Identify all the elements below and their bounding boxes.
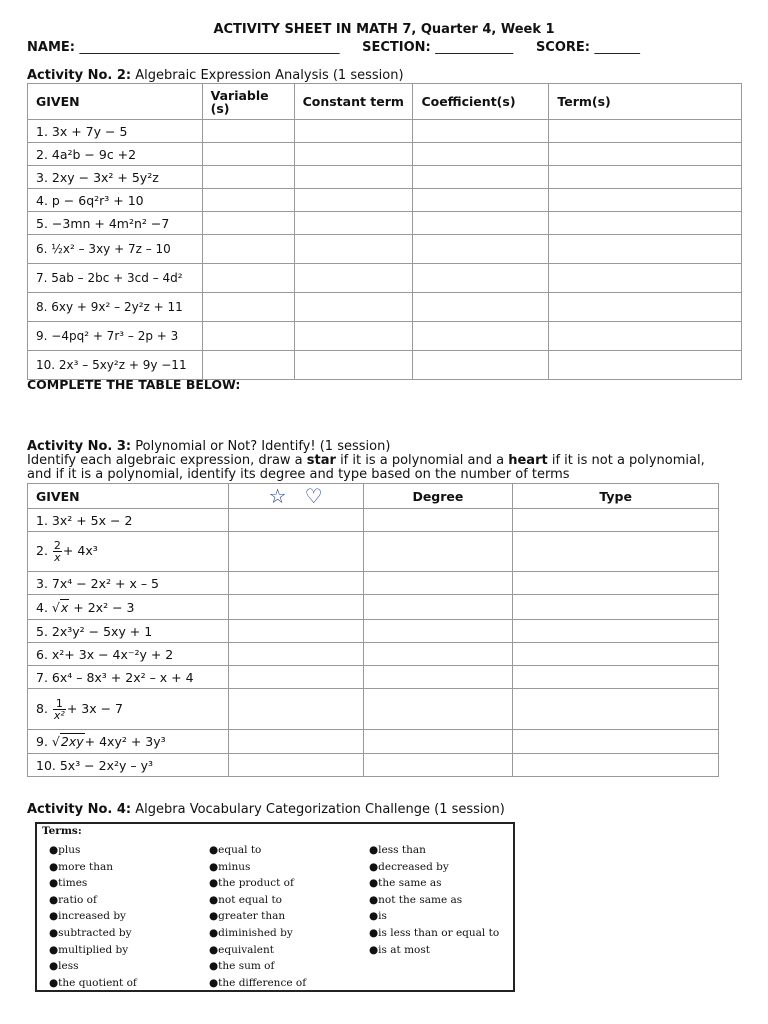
term-item: ●multiplied by bbox=[49, 943, 129, 956]
answer-cell[interactable] bbox=[294, 166, 413, 189]
activity3-instructions bbox=[27, 454, 727, 482]
radicand: 2xy bbox=[60, 734, 84, 749]
expression-cell: 7. 5ab – 2bc + 3cd – 4d² bbox=[28, 264, 203, 293]
activity2-label: Activity No. 2: bbox=[27, 68, 132, 83]
expression-cell: 10. 2x³ – 5xy²z + 9y −11 bbox=[28, 351, 203, 380]
activity2-table bbox=[27, 83, 742, 380]
answer-cell[interactable] bbox=[294, 189, 413, 212]
col-coefficients: Coefficient(s) bbox=[413, 84, 549, 120]
answer-cell[interactable] bbox=[202, 293, 294, 322]
answer-cell[interactable] bbox=[202, 120, 294, 143]
answer-cell[interactable] bbox=[228, 754, 363, 777]
table-row bbox=[28, 643, 719, 666]
numerator: 2 bbox=[53, 539, 61, 552]
expression-rest: + 2x² − 3 bbox=[73, 599, 135, 615]
score-field[interactable]: _______ bbox=[594, 40, 641, 55]
row-number: 8. bbox=[36, 700, 48, 716]
col-constant-term: Constant term bbox=[294, 84, 413, 120]
table-row bbox=[28, 532, 719, 572]
answer-cell[interactable] bbox=[549, 166, 742, 189]
table-row bbox=[28, 595, 719, 620]
table-row bbox=[28, 689, 719, 730]
answer-cell[interactable] bbox=[228, 620, 363, 643]
term-item: ●equivalent bbox=[209, 943, 274, 956]
answer-cell[interactable] bbox=[513, 754, 719, 777]
col-degree: Degree bbox=[363, 484, 513, 509]
terms-heading: Terms: bbox=[42, 825, 82, 837]
expression-cell: 9. −4pq² + 7r³ – 2p + 3 bbox=[28, 322, 203, 351]
activity4-title: Algebra Vocabulary Categorization Challenge (1 session) bbox=[135, 802, 505, 817]
answer-cell[interactable] bbox=[513, 572, 719, 595]
student-info-bar bbox=[27, 40, 747, 55]
term-item: ●ratio of bbox=[49, 893, 97, 906]
col-terms: Term(s) bbox=[549, 84, 742, 120]
answer-cell[interactable] bbox=[513, 643, 719, 666]
answer-cell[interactable] bbox=[202, 351, 294, 380]
answer-cell[interactable] bbox=[513, 532, 719, 572]
answer-cell[interactable] bbox=[363, 595, 513, 620]
answer-cell[interactable] bbox=[549, 120, 742, 143]
expression-cell: 5. 2x³y² − 5xy + 1 bbox=[28, 620, 229, 643]
answer-cell[interactable] bbox=[413, 235, 549, 264]
table-row bbox=[28, 754, 719, 777]
table-row bbox=[28, 730, 719, 754]
term-item: ●the sum of bbox=[209, 960, 275, 973]
answer-cell[interactable] bbox=[549, 351, 742, 380]
answer-cell[interactable] bbox=[228, 572, 363, 595]
expression-cell: 7. 6x⁴ – 8x³ + 2x² – x + 4 bbox=[28, 666, 229, 689]
star-icon: ☆ bbox=[268, 484, 287, 508]
expression-cell: 1. 3x + 7y − 5 bbox=[28, 120, 203, 143]
expression-rest: + 4x³ bbox=[62, 543, 98, 558]
expression-cell: 2. 4a²b − 9c +2 bbox=[28, 143, 203, 166]
activity2-title: Algebraic Expression Analysis (1 session) bbox=[135, 68, 404, 83]
answer-cell[interactable] bbox=[549, 264, 742, 293]
numerator: 1 bbox=[53, 698, 66, 710]
term-item: ●plus bbox=[49, 844, 81, 856]
expression-cell bbox=[28, 532, 229, 572]
expression-rest: + 4xy² + 3y³ bbox=[84, 734, 166, 749]
table-row bbox=[28, 264, 742, 293]
answer-cell[interactable] bbox=[228, 666, 363, 689]
answer-cell[interactable] bbox=[294, 120, 413, 143]
term-item: ●greater than bbox=[209, 910, 286, 923]
expression-cell: 10. 5x³ − 2x²y – y³ bbox=[28, 754, 229, 777]
table-row bbox=[28, 143, 742, 166]
complete-table-instruction: COMPLETE THE TABLE BELOW: bbox=[27, 377, 241, 392]
denominator: x² bbox=[53, 708, 65, 722]
answer-cell[interactable] bbox=[228, 532, 363, 572]
expression-cell: 6. x²+ 3x − 4x⁻²y + 2 bbox=[28, 643, 229, 666]
answer-cell[interactable] bbox=[549, 322, 742, 351]
term-item: ●the product of bbox=[209, 877, 294, 890]
answer-cell[interactable] bbox=[202, 166, 294, 189]
answer-cell[interactable] bbox=[513, 730, 719, 754]
table-row bbox=[28, 322, 742, 351]
heart-icon: ♡ bbox=[304, 484, 323, 508]
answer-cell[interactable] bbox=[363, 572, 513, 595]
answer-cell[interactable] bbox=[363, 643, 513, 666]
answer-cell[interactable] bbox=[228, 730, 363, 754]
table-row bbox=[28, 572, 719, 595]
term-item: ●decreased by bbox=[369, 860, 449, 873]
term-item: ●the same as bbox=[369, 877, 442, 890]
table-row bbox=[28, 666, 719, 689]
fraction bbox=[53, 540, 62, 563]
expression-cell: 5. −3mn + 4m²n² −7 bbox=[28, 212, 203, 235]
table-header-row bbox=[28, 484, 719, 509]
answer-cell[interactable] bbox=[513, 689, 719, 730]
answer-cell[interactable] bbox=[413, 351, 549, 380]
answer-cell[interactable] bbox=[228, 509, 363, 532]
instr-star-word: star bbox=[306, 453, 336, 468]
answer-cell[interactable] bbox=[363, 754, 513, 777]
col-given: GIVEN bbox=[28, 484, 229, 509]
section-field[interactable]: ____________ bbox=[435, 40, 514, 55]
answer-cell[interactable] bbox=[363, 730, 513, 754]
answer-cell[interactable] bbox=[228, 595, 363, 620]
denominator: x bbox=[54, 551, 61, 564]
col-star-heart bbox=[228, 484, 363, 509]
row-number: 9. bbox=[36, 734, 48, 749]
instr-text: Identify each algebraic expression, draw a bbox=[27, 453, 307, 468]
answer-cell[interactable] bbox=[294, 293, 413, 322]
score-label: SCORE: bbox=[535, 40, 590, 55]
answer-cell[interactable] bbox=[413, 212, 549, 235]
table-row bbox=[28, 235, 742, 264]
term-item: ●less bbox=[49, 960, 79, 973]
answer-cell[interactable] bbox=[363, 620, 513, 643]
answer-cell[interactable] bbox=[549, 212, 742, 235]
radicand: x bbox=[60, 599, 69, 615]
terms-column-3 bbox=[369, 842, 499, 958]
expression-rest: + 3x − 7 bbox=[66, 700, 124, 716]
activity4-heading bbox=[27, 802, 505, 817]
table-row bbox=[28, 120, 742, 143]
table-row bbox=[28, 212, 742, 235]
terms-column-2 bbox=[209, 842, 306, 991]
col-given: GIVEN bbox=[28, 84, 203, 120]
answer-cell[interactable] bbox=[202, 189, 294, 212]
table-row bbox=[28, 293, 742, 322]
name-label: NAME: bbox=[27, 40, 75, 55]
answer-cell[interactable] bbox=[363, 532, 513, 572]
answer-cell[interactable] bbox=[513, 666, 719, 689]
term-item: ●diminished by bbox=[209, 926, 293, 939]
answer-cell[interactable] bbox=[513, 595, 719, 620]
answer-cell[interactable] bbox=[363, 666, 513, 689]
row-number: 2. bbox=[36, 543, 48, 558]
term-item: ●more than bbox=[49, 860, 114, 873]
activity3-heading bbox=[27, 439, 390, 454]
answer-cell[interactable] bbox=[228, 643, 363, 666]
answer-cell[interactable] bbox=[202, 212, 294, 235]
answer-cell[interactable] bbox=[294, 143, 413, 166]
answer-cell[interactable] bbox=[549, 235, 742, 264]
table-row bbox=[28, 189, 742, 212]
col-type: Type bbox=[513, 484, 719, 509]
term-item: ●times bbox=[49, 877, 88, 890]
section-label: SECTION: bbox=[362, 40, 431, 55]
col-variables: Variable (s) bbox=[202, 84, 294, 120]
answer-cell[interactable] bbox=[294, 212, 413, 235]
expression-cell: 8. 6xy + 9x² – 2y²z + 11 bbox=[28, 293, 203, 322]
instr-text: if it is a polynomial and a bbox=[335, 453, 509, 468]
name-field[interactable]: ________________________________________ bbox=[79, 40, 340, 55]
expression-cell: 4. p − 6q²r³ + 10 bbox=[28, 189, 203, 212]
term-item: ●not the same as bbox=[369, 893, 463, 906]
answer-cell[interactable] bbox=[413, 322, 549, 351]
term-item: ●the quotient of bbox=[49, 976, 137, 989]
fraction bbox=[53, 698, 66, 721]
expression-cell: 6. ½x² – 3xy + 7z – 10 bbox=[28, 235, 203, 264]
term-item: ●less than bbox=[369, 844, 426, 856]
activity3-label: Activity No. 3: bbox=[27, 439, 132, 454]
vocabulary-terms-box bbox=[35, 822, 515, 992]
answer-cell[interactable] bbox=[202, 235, 294, 264]
expression-cell bbox=[28, 689, 229, 730]
expression-cell: 1. 3x² + 5x − 2 bbox=[28, 509, 229, 532]
answer-cell[interactable] bbox=[413, 143, 549, 166]
instr-heart-word: heart bbox=[508, 453, 548, 468]
table-row bbox=[28, 509, 719, 532]
answer-cell[interactable] bbox=[294, 322, 413, 351]
expression-cell: 3. 7x⁴ − 2x² + x – 5 bbox=[28, 572, 229, 595]
table-row bbox=[28, 166, 742, 189]
answer-cell[interactable] bbox=[294, 235, 413, 264]
answer-cell[interactable] bbox=[202, 264, 294, 293]
answer-cell[interactable] bbox=[202, 143, 294, 166]
expression-cell bbox=[28, 730, 229, 754]
answer-cell[interactable] bbox=[228, 689, 363, 730]
answer-cell[interactable] bbox=[413, 293, 549, 322]
answer-cell[interactable] bbox=[363, 509, 513, 532]
answer-cell[interactable] bbox=[549, 293, 742, 322]
activity4-label: Activity No. 4: bbox=[27, 802, 132, 817]
instr-text: if it is not a polynomial, and if it is a polynomial, identify its degree and type based on the number of terms bbox=[27, 453, 705, 482]
sheet-title: ACTIVITY SHEET IN MATH 7, Quarter 4, Week 1 bbox=[213, 22, 555, 37]
answer-cell[interactable] bbox=[413, 166, 549, 189]
answer-cell[interactable] bbox=[413, 264, 549, 293]
answer-cell[interactable] bbox=[413, 189, 549, 212]
answer-cell[interactable] bbox=[202, 322, 294, 351]
activity2-heading bbox=[27, 68, 404, 83]
answer-cell[interactable] bbox=[549, 143, 742, 166]
term-item: ●is bbox=[369, 910, 387, 923]
answer-cell[interactable] bbox=[513, 620, 719, 643]
square-root: √2xy bbox=[51, 734, 84, 749]
expression-cell: 3. 2xy − 3x² + 5y²z bbox=[28, 166, 203, 189]
expression-cell bbox=[28, 595, 229, 620]
answer-cell[interactable] bbox=[294, 351, 413, 380]
term-item: ●equal to bbox=[209, 844, 262, 856]
table-row bbox=[28, 351, 742, 380]
answer-cell[interactable] bbox=[413, 120, 549, 143]
activity3-title: Polynomial or Not? Identify! (1 session) bbox=[135, 439, 391, 454]
activity3-table bbox=[27, 483, 719, 777]
term-item: ●the difference of bbox=[209, 976, 307, 989]
term-item: ●subtracted by bbox=[49, 926, 132, 939]
terms-column-1 bbox=[49, 842, 137, 991]
term-item: ●increased by bbox=[49, 910, 126, 923]
term-item: ●not equal to bbox=[209, 893, 282, 906]
answer-cell[interactable] bbox=[549, 189, 742, 212]
table-row bbox=[28, 620, 719, 643]
answer-cell[interactable] bbox=[363, 689, 513, 730]
term-item: ●is at most bbox=[369, 943, 430, 956]
answer-cell[interactable] bbox=[513, 509, 719, 532]
table-header-row bbox=[28, 84, 742, 120]
row-number: 4. bbox=[36, 599, 48, 615]
term-item: ●minus bbox=[209, 860, 251, 873]
answer-cell[interactable] bbox=[294, 264, 413, 293]
square-root: √x bbox=[51, 599, 69, 615]
term-item: ●is less than or equal to bbox=[369, 926, 500, 939]
